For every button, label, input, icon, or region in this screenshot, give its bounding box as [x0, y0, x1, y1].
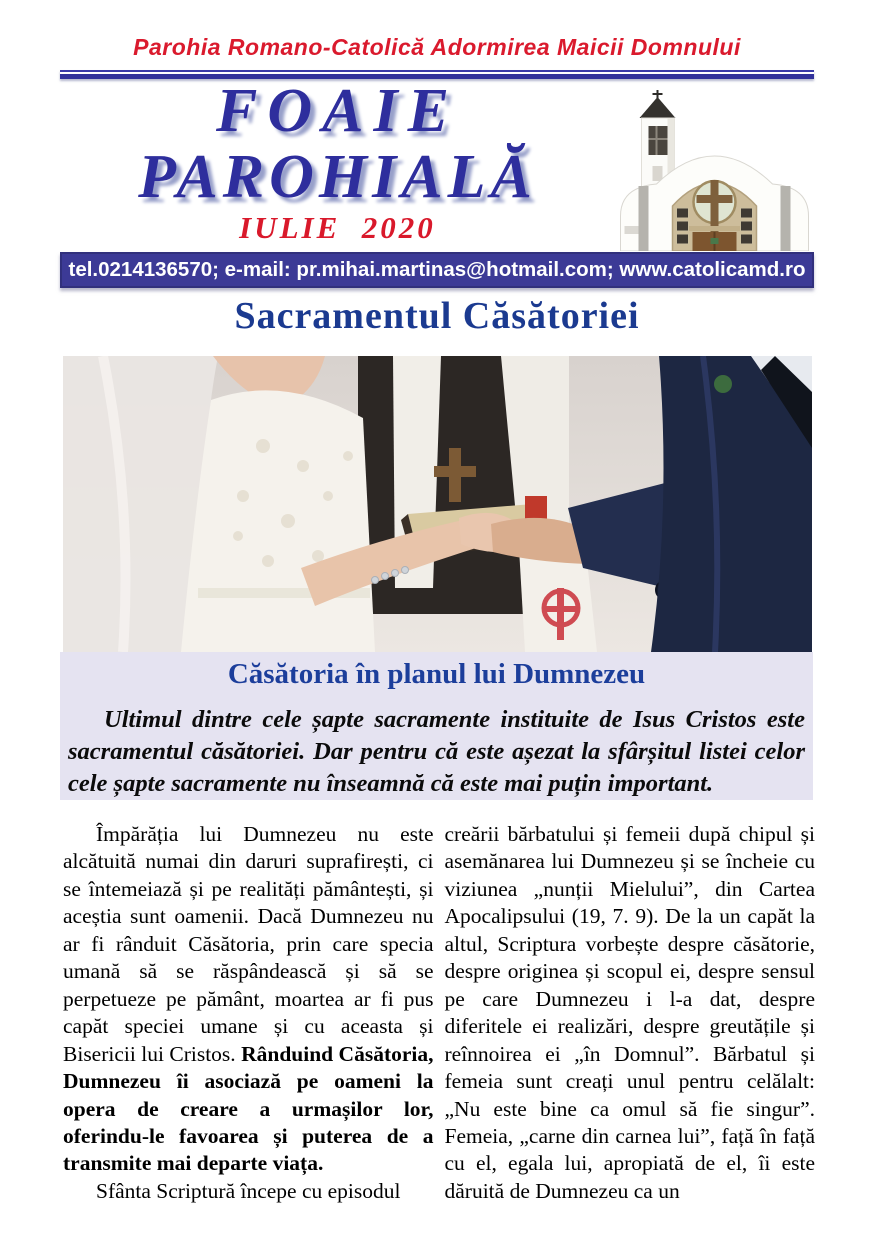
church-photo [614, 88, 815, 251]
newsletter-title-line2: PAROHIALĂ [138, 143, 537, 211]
lead-box-subtitle: Căsătoria în planul lui Dumnezeu [227, 658, 646, 690]
article-title: Sacramentul Căsătoriei [234, 295, 640, 337]
paragraph-1-bold: Rânduind Căsătoria, Dumnezeu îi asociază pe oameni la opera de creare a urmașilor lor, oferindu-le favoarea și puterea de a transmite mai departe viața. [63, 1041, 434, 1176]
lead-box [60, 652, 813, 800]
paragraph-1 [63, 821, 434, 1178]
wedding-photo [63, 356, 812, 652]
newsletter-title-line1: FOAIE [216, 77, 459, 145]
lead-box-text: Ultimul dintre cele șapte sacramente instituite de Isus Cristos este sacramentul căsătoriei. Dar pentru că este așezat la sfârșitul listei celor cele șapte sacramente nu înseamnă că este mai puțin important. [68, 706, 805, 797]
contact-info: tel.0214136570; e-mail: pr.mihai.martinas@hotmail.com; www.catolicamd.ro [68, 258, 806, 281]
body-column-right [445, 821, 816, 1205]
paragraph-2-start: Sfânta Scriptură începe cu episodul [96, 1178, 401, 1203]
paragraph-1-normal: Împărăția lui Dumnezeu nu este alcătuită numai din daruri suprafirești, ci se întemeiază și pe realități pământești, și aceștia sunt oamenii. Dacă Dumnezeu nu ar fi rânduit Căsătoria, prin care specia umană să se răspândească și să se perpetueze pe pământ, moartea ar fi pus capăt speciei umane și cu aceasta și Bisericii lui Cristos. [63, 822, 434, 1066]
parish-name: Parohia Romano-Catolică Adormirea Maicii Domnului [133, 34, 741, 60]
paragraph-2-continuation: creării bărbatului și femeii după chipul și asemănarea lui Dumnezeu și se încheie cu viziunea „nunții Mielului”, din Cartea Apocalipsului (19, 7. 9). De la un capăt la altul, Scriptura vorbește despre căsătorie, despre originea și scopul ei, despre sensul pe care Dumnezeu i l-a dat, despre diferitele ei realizări, despre greutățile și reînnoirea ei „în Domnul”. Bărbatul și femeia sunt creați unul pentru celălalt: „Nu este bine ca omul să fie singur”. Femeia, „carne din carnea lui”, față în față cu el, egala lui, apropiată de el, îi este dăruită de Dumnezeu ca un [444, 822, 815, 1203]
contact-bar [60, 252, 814, 288]
issue-date: IULIE 2020 [239, 210, 436, 245]
article-body [63, 821, 815, 1205]
newsletter-title-block [60, 77, 615, 245]
body-column-left [63, 821, 434, 1205]
